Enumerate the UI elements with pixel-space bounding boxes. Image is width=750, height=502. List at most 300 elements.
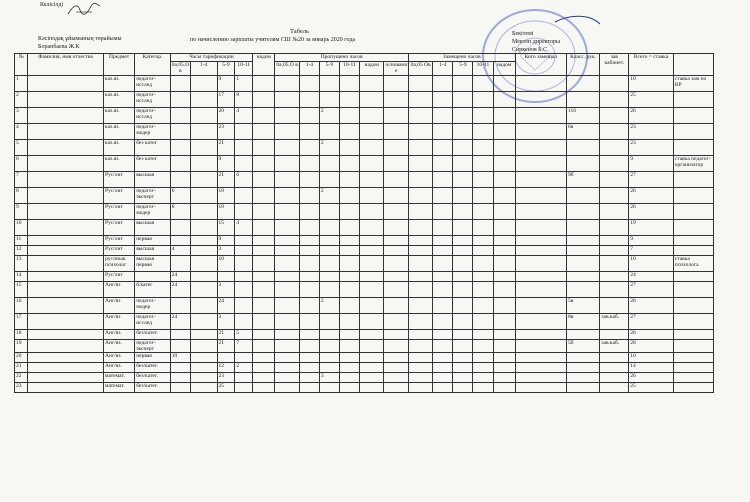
replaced-10-11-cell (473, 172, 493, 188)
hours-10-11-cell (235, 353, 253, 363)
replaced-5-9-cell (453, 256, 473, 272)
missed-nadom-cell (359, 124, 383, 140)
hours-1-4-cell (190, 272, 217, 282)
missed-1-4-cell (299, 246, 319, 256)
cabinet-head-cell (600, 124, 629, 140)
col-hours-group: Часы тарификации (170, 54, 252, 62)
name-cell (28, 124, 104, 140)
missed-1-4-cell (299, 256, 319, 272)
col-rnadom: надом (493, 62, 515, 76)
hours-0-cell: 24 (170, 314, 190, 330)
missed-5-9-cell (319, 256, 339, 272)
hours-5-9-cell: 20 (217, 108, 235, 124)
row-num: 10 (15, 220, 28, 236)
row-num: 23 (15, 383, 28, 393)
cabinet-head-cell (600, 204, 629, 220)
subject-cell: Рус/лит (104, 204, 135, 220)
row-num: 17 (15, 314, 28, 330)
total-cell: 25 (629, 92, 674, 108)
whom-cell (515, 156, 566, 172)
replaced-5-9-cell (453, 340, 473, 353)
cabinet-head-cell (600, 108, 629, 124)
subject-cell: Рус/лит (104, 246, 135, 256)
name-cell (28, 76, 104, 92)
cabinet-head-cell (600, 298, 629, 314)
col-mnadom: надом (359, 62, 383, 76)
missed-0-cell (275, 330, 299, 340)
missed-0-cell (275, 340, 299, 353)
class-teacher-cell (566, 92, 599, 108)
class-teacher-cell (566, 220, 599, 236)
missed-0-cell (275, 256, 299, 272)
reason-cell (384, 272, 408, 282)
hours-10-11-cell: 7 (235, 340, 253, 353)
replaced-5-9-cell (453, 314, 473, 330)
missed-10-11-cell (339, 373, 359, 383)
nadom-cell (253, 172, 275, 188)
col-name: Фамилия, имя отчество (28, 54, 104, 76)
replaced-5-9-cell (453, 272, 473, 282)
replaced-10-11-cell (473, 140, 493, 156)
class-teacher-cell (566, 188, 599, 204)
hours-1-4-cell (190, 156, 217, 172)
replaced-1-4-cell (433, 188, 453, 204)
hours-0-cell (170, 140, 190, 156)
category-cell: без/катег. (135, 363, 171, 373)
cabinet-head-cell (600, 140, 629, 156)
row-num: 8 (15, 188, 28, 204)
total-cell: 26 (629, 108, 674, 124)
whom-cell (515, 188, 566, 204)
name-cell (28, 140, 104, 156)
hours-0-cell (170, 373, 190, 383)
note-cell (673, 330, 713, 340)
replaced-5-9-cell (453, 140, 473, 156)
row-num: 3 (15, 108, 28, 124)
hours-0-cell (170, 156, 190, 172)
table-row (15, 314, 714, 330)
note-cell (673, 124, 713, 140)
hours-5-9-cell: 23 (217, 124, 235, 140)
hours-1-4-cell (190, 76, 217, 92)
reason-cell (384, 108, 408, 124)
hours-10-11-cell: 5 (235, 330, 253, 340)
row-num: 6 (15, 156, 28, 172)
missed-5-9-cell (319, 363, 339, 373)
name-cell (28, 383, 104, 393)
hours-1-4-cell (190, 246, 217, 256)
hours-0-cell (170, 340, 190, 353)
note-cell (673, 353, 713, 363)
nadom-cell (253, 282, 275, 298)
nadom-cell (253, 314, 275, 330)
total-cell: 9 (629, 236, 674, 246)
category-cell: первая (135, 353, 171, 363)
nadom-cell (253, 272, 275, 282)
col-replaced-group: Замещено часов (408, 54, 515, 62)
hours-10-11-cell: 1 (235, 76, 253, 92)
row-num: 14 (15, 272, 28, 282)
cabinet-head-cell (600, 220, 629, 236)
reason-cell (384, 204, 408, 220)
whom-cell (515, 363, 566, 373)
total-cell: 9 (629, 156, 674, 172)
missed-10-11-cell (339, 76, 359, 92)
missed-nadom-cell (359, 353, 383, 363)
note-cell (673, 282, 713, 298)
hours-10-11-cell (235, 272, 253, 282)
replaced-10-11-cell (473, 330, 493, 340)
missed-10-11-cell (339, 272, 359, 282)
row-num: 19 (15, 340, 28, 353)
table-row (15, 256, 714, 272)
col-m59: 5-9 (319, 62, 339, 76)
hours-5-9-cell: 21 (217, 140, 235, 156)
class-teacher-cell (566, 246, 599, 256)
replaced-nadom-cell (493, 383, 515, 393)
hours-1-4-cell (190, 256, 217, 272)
col-h59: 5-9 (217, 62, 235, 76)
row-num: 16 (15, 298, 28, 314)
cabinet-head-cell (600, 156, 629, 172)
subject-cell: рус/язык психолог (104, 256, 135, 272)
subject-cell: Рус/лит (104, 272, 135, 282)
whom-cell (515, 314, 566, 330)
whom-cell (515, 204, 566, 220)
missed-5-9-cell (319, 204, 339, 220)
missed-0-cell (275, 373, 299, 383)
replaced-10-11-cell (473, 282, 493, 298)
category-cell: б/катег (135, 282, 171, 298)
hours-1-4-cell (190, 353, 217, 363)
category-cell: без/катег. (135, 330, 171, 340)
class-teacher-cell (566, 363, 599, 373)
hours-1-4-cell (190, 188, 217, 204)
missed-5-9-cell (319, 314, 339, 330)
missed-nadom-cell (359, 314, 383, 330)
replaced-10-11-cell (473, 108, 493, 124)
replaced-5-9-cell (453, 220, 473, 236)
missed-5-9-cell: 2 (319, 140, 339, 156)
table-row (15, 92, 714, 108)
row-num: 20 (15, 353, 28, 363)
nadom-cell (253, 363, 275, 373)
whom-cell (515, 298, 566, 314)
nadom-cell (253, 92, 275, 108)
class-teacher-cell: 8в (566, 314, 599, 330)
replaced-1-4-cell (433, 220, 453, 236)
hours-5-9-cell: 3 (217, 282, 235, 298)
hours-5-9-cell: 3 (217, 246, 235, 256)
missed-nadom-cell (359, 76, 383, 92)
total-cell: 19 (629, 220, 674, 236)
class-teacher-cell (566, 156, 599, 172)
hours-0-cell (170, 124, 190, 140)
missed-0-cell (275, 204, 299, 220)
nadom-cell (253, 246, 275, 256)
table-row (15, 156, 714, 172)
replaced-5-9-cell (453, 330, 473, 340)
cabinet-head-cell (600, 383, 629, 393)
reason-cell (384, 156, 408, 172)
missed-0-cell (275, 246, 299, 256)
subject-cell: каз.яз. (104, 76, 135, 92)
note-cell (673, 314, 713, 330)
replaced-1-4-cell (433, 353, 453, 363)
row-num: 1 (15, 76, 28, 92)
nadom-cell (253, 76, 275, 92)
replaced-5-9-cell (453, 363, 473, 373)
col-m1011: 10-11 (339, 62, 359, 76)
category-cell: педагог-исслед (135, 92, 171, 108)
hours-5-9-cell: 9 (217, 236, 235, 246)
col-h1011: 10-11 (235, 62, 253, 76)
replaced-1-4-cell (433, 363, 453, 373)
missed-10-11-cell (339, 363, 359, 373)
missed-5-9-cell (319, 156, 339, 172)
note-cell (673, 172, 713, 188)
name-cell (28, 156, 104, 172)
col-num: № (15, 54, 28, 76)
replaced-0-cell (408, 220, 432, 236)
note-cell: ставка психолога (673, 256, 713, 272)
table-row (15, 330, 714, 340)
reason-cell (384, 76, 408, 92)
category-cell: педагог-исслед (135, 76, 171, 92)
replaced-1-4-cell (433, 140, 453, 156)
nadom-cell (253, 124, 275, 140)
missed-0-cell (275, 363, 299, 373)
replaced-1-4-cell (433, 172, 453, 188)
replaced-5-9-cell (453, 188, 473, 204)
missed-nadom-cell (359, 172, 383, 188)
replaced-0-cell (408, 340, 432, 353)
hours-1-4-cell (190, 298, 217, 314)
category-cell: без катег (135, 156, 171, 172)
cabinet-head-cell (600, 92, 629, 108)
missed-nadom-cell (359, 156, 383, 172)
name-cell (28, 282, 104, 298)
replaced-nadom-cell (493, 363, 515, 373)
hours-5-9-cell: 9 (217, 156, 235, 172)
whom-cell (515, 330, 566, 340)
note-cell (673, 340, 713, 353)
hours-1-4-cell (190, 236, 217, 246)
director-title: Мектеп директоры (512, 39, 561, 45)
hours-1-4-cell (190, 92, 217, 108)
total-cell: 26 (629, 298, 674, 314)
missed-0-cell (275, 220, 299, 236)
row-num: 13 (15, 256, 28, 272)
reason-cell (384, 373, 408, 383)
replaced-0-cell (408, 172, 432, 188)
note-cell (673, 92, 713, 108)
hours-1-4-cell (190, 314, 217, 330)
missed-10-11-cell (339, 204, 359, 220)
category-cell: без/катег. (135, 383, 171, 393)
missed-1-4-cell (299, 236, 319, 246)
missed-0-cell (275, 188, 299, 204)
whom-cell (515, 236, 566, 246)
cabinet-head-cell: зав.каб. (600, 340, 629, 353)
replaced-0-cell (408, 272, 432, 282)
name-cell (28, 373, 104, 383)
hours-10-11-cell (235, 236, 253, 246)
missed-nadom-cell (359, 188, 383, 204)
missed-0-cell (275, 383, 299, 393)
replaced-0-cell (408, 383, 432, 393)
replaced-0-cell (408, 246, 432, 256)
missed-nadom-cell (359, 373, 383, 383)
missed-5-9-cell (319, 340, 339, 353)
col-h0: 0а,05.О в (171, 62, 190, 74)
class-teacher-cell (566, 236, 599, 246)
replaced-nadom-cell (493, 140, 515, 156)
replaced-1-4-cell (433, 124, 453, 140)
cabinet-head-cell (600, 282, 629, 298)
whom-cell (515, 256, 566, 272)
subject-cell: Анг/яз (104, 282, 135, 298)
replaced-5-9-cell (453, 353, 473, 363)
director-name: Сиркенов Б.С. (512, 47, 549, 53)
missed-0-cell (275, 108, 299, 124)
missed-nadom-cell (359, 340, 383, 353)
missed-nadom-cell (359, 246, 383, 256)
nadom-cell (253, 156, 275, 172)
note-cell (673, 373, 713, 383)
subject-cell: Анг/яз. (104, 330, 135, 340)
replaced-nadom-cell (493, 340, 515, 353)
missed-10-11-cell (339, 330, 359, 340)
replaced-10-11-cell (473, 246, 493, 256)
hours-5-9-cell: 9 (217, 76, 235, 92)
name-cell (28, 246, 104, 256)
name-cell (28, 236, 104, 246)
subject-cell: Рус/лит (104, 172, 135, 188)
hours-5-9-cell: 21 (217, 340, 235, 353)
cabinet-head-cell (600, 188, 629, 204)
name-cell (28, 298, 104, 314)
hours-1-4-cell (190, 330, 217, 340)
class-teacher-cell (566, 330, 599, 340)
subject-cell: Рус/лит (104, 220, 135, 236)
replaced-0-cell (408, 140, 432, 156)
replaced-5-9-cell (453, 246, 473, 256)
hours-5-9-cell: 3 (217, 314, 235, 330)
note-cell (673, 298, 713, 314)
row-num: 15 (15, 282, 28, 298)
reason-cell (384, 330, 408, 340)
replaced-1-4-cell (433, 383, 453, 393)
reason-cell (384, 340, 408, 353)
table-row (15, 383, 714, 393)
missed-5-9-cell (319, 172, 339, 188)
missed-1-4-cell (299, 353, 319, 363)
missed-0-cell (275, 140, 299, 156)
replaced-1-4-cell (433, 92, 453, 108)
category-cell: педагог-исслед (135, 314, 171, 330)
whom-cell (515, 272, 566, 282)
row-num: 9 (15, 204, 28, 220)
hours-5-9-cell: 15 (217, 220, 235, 236)
name-cell (28, 353, 104, 363)
hours-5-9-cell: 25 (217, 383, 235, 393)
replaced-10-11-cell (473, 156, 493, 172)
class-teacher-cell: 5в (566, 298, 599, 314)
cabinet-head-cell (600, 353, 629, 363)
category-cell: высшая первая (135, 256, 171, 272)
note-cell: ставка педагог-организатор (673, 156, 713, 172)
hours-5-9-cell: 18 (217, 188, 235, 204)
missed-5-9-cell (319, 246, 339, 256)
missed-10-11-cell (339, 172, 359, 188)
hours-10-11-cell (235, 298, 253, 314)
missed-1-4-cell (299, 383, 319, 393)
reason-cell (384, 236, 408, 246)
missed-1-4-cell (299, 188, 319, 204)
col-h14: 1-4 (190, 62, 217, 76)
replaced-0-cell (408, 330, 432, 340)
hours-0-cell (170, 220, 190, 236)
hours-10-11-cell: 2 (235, 363, 253, 373)
total-cell: 10 (629, 256, 674, 272)
hours-0-cell: 10 (170, 353, 190, 363)
total-cell: 14 (629, 363, 674, 373)
replaced-1-4-cell (433, 314, 453, 330)
replaced-nadom-cell (493, 373, 515, 383)
subject-cell: Анг/яз. (104, 353, 135, 363)
hours-0-cell (170, 172, 190, 188)
replaced-1-4-cell (433, 282, 453, 298)
col-subject: Предмет (104, 54, 135, 76)
hours-10-11-cell (235, 246, 253, 256)
missed-nadom-cell (359, 108, 383, 124)
nadom-cell (253, 298, 275, 314)
replaced-0-cell (408, 124, 432, 140)
missed-10-11-cell (339, 236, 359, 246)
hours-10-11-cell (235, 373, 253, 383)
whom-cell (515, 172, 566, 188)
replaced-10-11-cell (473, 383, 493, 393)
replaced-1-4-cell (433, 373, 453, 383)
reason-cell (384, 172, 408, 188)
name-cell (28, 314, 104, 330)
whom-cell (515, 340, 566, 353)
nadom-cell (253, 383, 275, 393)
replaced-5-9-cell (453, 92, 473, 108)
replaced-5-9-cell (453, 76, 473, 92)
hours-0-cell (170, 383, 190, 393)
missed-1-4-cell (299, 92, 319, 108)
category-cell: высшая (135, 246, 171, 256)
replaced-nadom-cell (493, 108, 515, 124)
reason-cell (384, 383, 408, 393)
class-teacher-cell (566, 353, 599, 363)
hours-1-4-cell (190, 172, 217, 188)
note-cell (673, 140, 713, 156)
replaced-0-cell (408, 76, 432, 92)
replaced-10-11-cell (473, 124, 493, 140)
hours-5-9-cell: 23 (217, 373, 235, 383)
total-cell: 26 (629, 204, 674, 220)
hours-0-cell: 24 (170, 282, 190, 298)
total-cell: 24 (629, 272, 674, 282)
col-osnov: основани е (385, 62, 408, 74)
reason-cell (384, 256, 408, 272)
hours-5-9-cell: 12 (217, 363, 235, 373)
missed-nadom-cell (359, 204, 383, 220)
missed-nadom-cell (359, 298, 383, 314)
